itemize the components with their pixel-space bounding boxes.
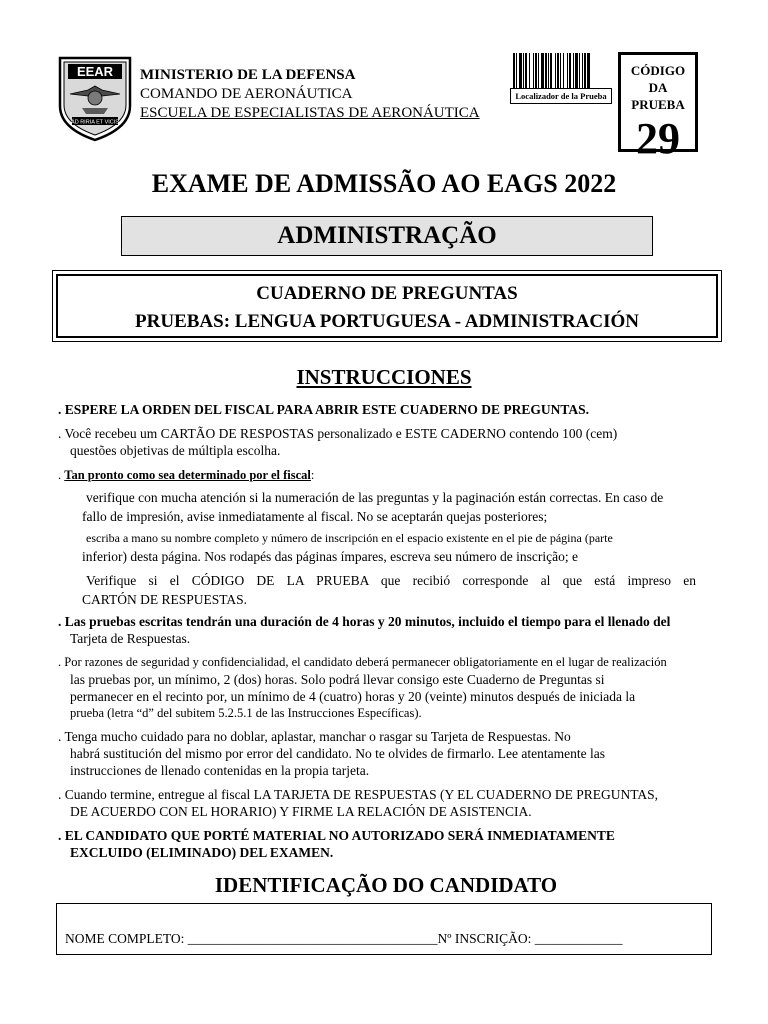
instruction-text: questões objetivas de múltipla escolha.	[70, 443, 281, 458]
barcode-bar	[563, 53, 564, 89]
sub-instruction-write-name	[82, 530, 696, 565]
barcode-bar	[538, 53, 539, 89]
crest-top-text: EEAR	[76, 64, 114, 79]
barcode-bar	[523, 53, 524, 89]
test-locator-barcode	[510, 53, 612, 103]
institution-header	[140, 66, 480, 123]
barcode-bar	[548, 53, 549, 89]
booklet-frame	[52, 270, 722, 342]
exam-title: EXAME DE ADMISSÃO AO EAGS 2022	[151, 169, 617, 198]
instruction-text: . Você recebeu um CARTÃO DE RESPOSTAS personalizado e ESTE CADERNO contendo 100 (cem)	[58, 426, 618, 441]
candidate-identification-box	[56, 903, 712, 955]
instruction-text: las pruebas por, un mínimo, 2 (dos) horas. Solo podrá llevar consigo este Cuaderno de Preguntas si	[70, 672, 605, 687]
barcode-bar	[587, 53, 590, 89]
eear-crest-logo	[58, 56, 132, 142]
instruction-text: . Por razones de seguridad y confidencialidad, el candidato deberá permanecer obligatoriamente en el lugar de realización	[58, 655, 667, 669]
barcode-bar	[567, 53, 568, 89]
instruction-text: fallo de impresión, avise inmediatamente al fiscal. No se aceptarán quejas posteriores;	[82, 509, 548, 524]
barcode-bar	[541, 53, 544, 89]
barcode-bar	[550, 53, 552, 89]
instruction-text: permanecer en el recinto por, un mínimo de 4 (cuatro) horas y 20 (veinte) minutos después de iniciada la	[70, 689, 636, 704]
booklet-tests: PRUEBAS: LENGUA PORTUGUESA - ADMINISTRACIÓN	[135, 311, 639, 332]
barcode-bar	[569, 53, 571, 89]
barcode-bar	[529, 53, 530, 89]
full-name-label: NOME COMPLETO:	[65, 931, 185, 946]
ministry-name: MINISTERIO DE LA DEFENSA	[140, 67, 356, 83]
instruction-text: . Las pruebas escritas tendrán una duración de 4 horas y 20 minutos, incluido el tiempo para el llenado del	[58, 614, 671, 629]
instruction-when-determined	[58, 467, 718, 484]
instruction-text: Tarjeta de Respuestas.	[70, 631, 191, 646]
inscription-number-field[interactable]: _____________	[534, 931, 623, 946]
full-name-field[interactable]: _____________________________________	[187, 931, 438, 946]
barcode-bar	[535, 53, 537, 89]
instruction-text: instrucciones de llenado contenidas en la propia tarjeta.	[70, 763, 370, 778]
booklet-title: CUADERNO DE PREGUNTAS	[256, 283, 518, 304]
barcode-bar	[516, 53, 517, 89]
candidate-identification-title: IDENTIFICAÇÃO DO CANDIDATO	[214, 873, 558, 897]
barcode-bar	[575, 53, 578, 89]
barcode-bar	[533, 53, 534, 89]
instruction-duration	[58, 613, 718, 647]
test-code-title: CÓDIGO DA PRUEBA	[630, 63, 686, 112]
test-code-box	[618, 52, 698, 163]
instruction-fiscal-label: Tan pronto como sea determinado por el fiscal	[64, 468, 311, 482]
instruction-security	[58, 654, 718, 722]
barcode-bar	[555, 53, 556, 89]
instruction-answer-card	[58, 425, 718, 459]
command-name: COMANDO DE AERONÁUTICA	[140, 86, 353, 102]
barcode-bar	[519, 53, 522, 89]
barcode-bar	[582, 53, 583, 89]
barcode-bar	[513, 53, 515, 89]
sub-instruction-verify-numbering	[82, 489, 696, 525]
instruction-text: . EL CANDIDATO QUE PORTÉ MATERIAL NO AUTORIZADO SERÁ INMEDIATAMENTE	[58, 828, 615, 843]
sub-instruction-verify-code	[82, 572, 696, 608]
barcode-bar	[579, 53, 580, 89]
barcode-bar	[557, 53, 559, 89]
instruction-text: . Tenga mucho cuidado para no doblar, aplastar, manchar o rasgar su Tarjeta de Respuestas. No	[58, 729, 571, 744]
inscription-number-label: Nº INSCRIÇÃO:	[437, 931, 532, 946]
instruction-text: DE ACUERDO CON EL HORARIO) Y FIRME LA RELACIÓN DE ASISTENCIA.	[70, 804, 532, 819]
instruction-suffix: :	[310, 468, 315, 482]
instruction-unauthorized-material	[58, 827, 718, 861]
instruction-text: Verifique si el CÓDIGO DE LA PRUEBA que recibió corresponde al que está impreso en	[86, 573, 696, 588]
subject-title: ADMINISTRAÇÃO	[121, 216, 653, 256]
test-code-number: 29	[636, 114, 680, 163]
instruction-text: CARTÓN DE RESPUESTAS.	[82, 592, 248, 607]
school-name: ESCUELA DE ESPECIALISTAS DE AERONÁUTICA	[140, 105, 480, 121]
crest-motto: ÁD RIRIA ET VICIS	[71, 119, 119, 126]
instruction-wait-order	[58, 401, 718, 418]
crest-shield-icon	[58, 56, 132, 142]
barcode-bar	[560, 53, 561, 89]
instruction-text: . Cuando termine, entregue al fiscal LA TARJETA DE RESPUESTAS (Y EL CUADERNO DE PREGUNTAS,	[58, 787, 658, 802]
instruction-delivery	[58, 786, 718, 820]
barcode-label: Localizador de la Prueba	[510, 88, 612, 104]
instruction-text: habrá sustitución del mismo por error del candidato. No te olvides de firmarlo. Lee atentamente las	[70, 746, 605, 761]
instruction-card-care	[58, 728, 718, 779]
instruction-prefix: .	[58, 468, 65, 482]
instruction-text: escriba a mano su nombre completo y número de inscripción en el espacio existente en el pie de página (parte	[86, 531, 613, 545]
barcode-icon	[512, 53, 610, 89]
instructions-title: INSTRUCCIONES	[296, 365, 472, 389]
instruction-text: verifique con mucha atención si la numeración de las preguntas y la paginación están correctas. En caso de	[86, 490, 664, 505]
instruction-text: prueba (letra “d” del subitem 5.2.5.1 de las Instrucciones Específicas).	[70, 706, 422, 720]
instruction-text: EXCLUIDO (ELIMINADO) DEL EXAMEN.	[70, 845, 334, 860]
barcode-bar	[525, 53, 527, 89]
barcode-bar	[584, 53, 586, 89]
instruction-text: . ESPERE LA ORDEN DEL FISCAL PARA ABRIR ESTE CUADERNO DE PREGUNTAS.	[58, 402, 589, 417]
instruction-text: inferior) desta página. Nos rodapés das páginas ímpares, escreva seu número de inscrição; e	[82, 549, 578, 564]
booklet-inner-frame	[56, 274, 718, 338]
barcode-bar	[545, 53, 547, 89]
barcode-bar	[573, 53, 574, 89]
